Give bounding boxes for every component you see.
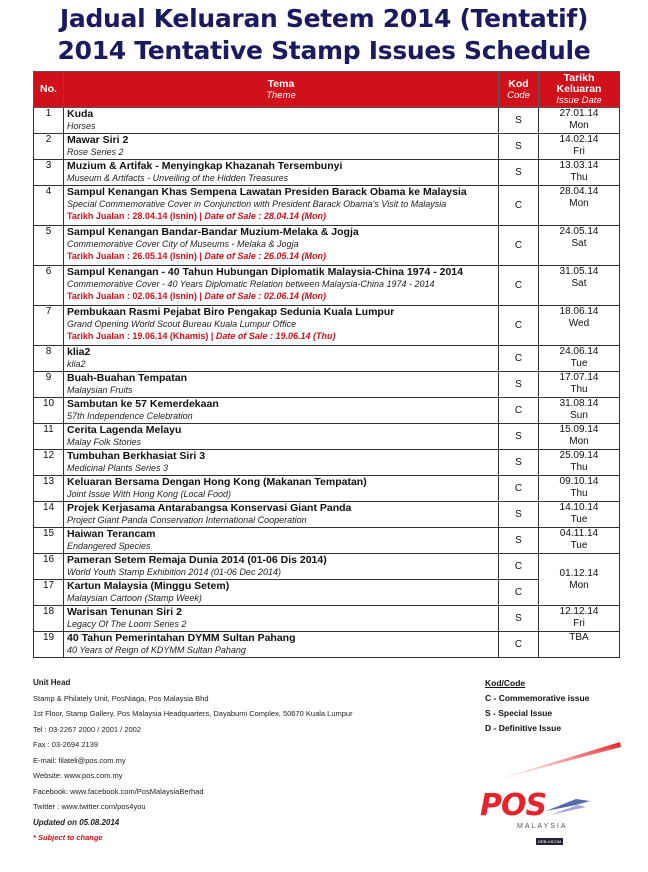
theme-malay: Sampul Kenangan Bandar-Bandar Muzium-Melaka & Jogja — [67, 226, 359, 238]
issue-date-cell — [539, 226, 620, 266]
issue-date: 14.02.14 — [559, 134, 599, 145]
table-row — [34, 266, 620, 306]
issue-code: S — [499, 450, 539, 476]
issue-code: S — [499, 528, 539, 554]
sale-date-note: Tarikh Jualan : 02.06.14 (Isnin) | Date of Sale : 02.06.14 (Mon) — [67, 291, 326, 301]
theme-cell — [64, 450, 499, 476]
issue-date-cell — [539, 372, 620, 398]
table-header-row — [34, 72, 620, 108]
issue-date-cell — [539, 528, 620, 554]
theme-english: Commemorative Cover - 40 Years Diplomatic Relation between Malaysia-China 1974 - 2014 — [67, 279, 435, 289]
address: 1st Floor, Stamp Gallery, Pos Malaysia Headquarters, Dayabumi Complex, 50670 Kuala Lumpur — [33, 709, 353, 718]
unit-name: Stamp & Philately Unit, PosNiaga, Pos Malaysia Bhd — [33, 693, 209, 703]
theme-malay: Warisan Tenunan Siri 2 — [67, 606, 182, 618]
row-number: 5 — [34, 226, 64, 266]
theme-cell — [64, 476, 499, 502]
issue-code: S — [499, 108, 539, 134]
theme-malay: Cerita Lagenda Melayu — [67, 424, 182, 436]
row-number: 6 — [34, 266, 64, 306]
theme-malay: 40 Tahun Pemerintahan DYMM Sultan Pahang — [67, 632, 296, 644]
issue-day: Sat — [571, 238, 587, 249]
issue-date-cell — [539, 306, 620, 346]
issue-date: 31.05.14 — [559, 266, 599, 277]
issue-code: S — [499, 606, 539, 632]
theme-malay: Mawar Siri 2 — [67, 134, 129, 146]
table-row — [34, 450, 620, 476]
issue-code: S — [499, 372, 539, 398]
contact-info — [33, 675, 353, 846]
issue-date: 15.09.14 — [559, 424, 599, 435]
row-number: 14 — [34, 502, 64, 528]
issue-date: 25.09.14 — [559, 450, 599, 461]
col-tarikh: Tarikh Keluaran Issue Date — [539, 72, 620, 108]
row-number: 8 — [34, 346, 64, 372]
theme-malay: Pameran Setem Remaja Dunia 2014 (01-06 Dis 2014) — [67, 554, 327, 566]
malaysia-label: MALAYSIA — [517, 823, 568, 830]
theme-english: 57th Independence Celebration — [67, 411, 193, 421]
issue-day: Mon — [569, 120, 589, 131]
theme-cell — [64, 606, 499, 632]
table-row — [34, 372, 620, 398]
issue-date-cell — [539, 476, 620, 502]
theme-english: Joint Issue With Hong Kong (Local Food) — [67, 489, 232, 499]
theme-cell — [64, 266, 499, 306]
theme-malay: Haiwan Terancam — [67, 528, 156, 540]
issue-code: C — [499, 226, 539, 266]
theme-cell — [64, 554, 499, 580]
issue-date: 12.12.14 — [559, 606, 599, 617]
issue-date: 13.03.14 — [559, 160, 599, 171]
row-number: 16 — [34, 554, 64, 580]
pos-malaysia-logo — [480, 788, 600, 844]
issue-date: 14.10.14 — [559, 502, 599, 513]
table-row — [34, 134, 620, 160]
issue-day: Mon — [569, 198, 589, 209]
row-number: 12 — [34, 450, 64, 476]
schedule-table — [33, 71, 620, 658]
theme-malay: Tumbuhan Berkhasiat Siri 3 — [67, 450, 206, 462]
theme-malay: Sambutan ke 57 Kemerdekaan — [67, 398, 219, 410]
issue-code: C — [499, 476, 539, 502]
fax: Fax : 03-2694 2139 — [33, 740, 99, 749]
table-row — [34, 580, 620, 606]
table-row — [34, 160, 620, 186]
legend-item-special: S - Special Issue — [485, 708, 553, 718]
row-number: 11 — [34, 424, 64, 450]
issue-day: Tue — [570, 514, 588, 525]
twitter-link[interactable]: Twitter : www.twitter.com/pos4you — [33, 802, 146, 811]
issue-code: C — [499, 580, 539, 606]
issue-date-cell — [539, 632, 620, 658]
row-number: 3 — [34, 160, 64, 186]
issue-date: 31.08.14 — [559, 398, 599, 409]
table-row — [34, 108, 620, 134]
email-link[interactable]: E-mail: filateli@pos.com.my — [33, 755, 126, 765]
theme-cell — [64, 424, 499, 450]
table-row — [34, 606, 620, 632]
theme-malay: Buah-Buahan Tempatan — [67, 372, 187, 384]
theme-cell — [64, 528, 499, 554]
issue-day: Wed — [568, 318, 590, 329]
issue-date: 24.06.14 — [559, 346, 599, 357]
theme-english: Malaysian Cartoon (Stamp Week) — [67, 593, 202, 603]
flying-envelope-icon — [546, 791, 592, 817]
issue-day: Tue — [570, 358, 588, 369]
facebook-link[interactable]: Facebook: www.facebook.com/PosMalaysiaBerhad — [33, 786, 204, 796]
row-number: 15 — [34, 528, 64, 554]
issue-day: Mon — [569, 436, 589, 447]
theme-english: Horses — [67, 121, 96, 131]
row-number: 19 — [34, 632, 64, 658]
col-no: No. — [34, 72, 64, 108]
table-row — [34, 306, 620, 346]
row-number: 1 — [34, 108, 64, 134]
theme-cell — [64, 632, 499, 658]
theme-english: Special Commemorative Cover in Conjunction with President Barack Obama's Visit to Malaysia — [67, 199, 447, 209]
issue-date-cell — [539, 424, 620, 450]
issue-date: 18.06.14 — [559, 306, 599, 317]
issue-day: Sat — [571, 278, 587, 289]
issue-code: S — [499, 160, 539, 186]
theme-english: Endangered Species — [67, 541, 151, 551]
issue-date-cell — [539, 606, 620, 632]
theme-english: Commemorative Cover City of Museums - Melaka & Jogja — [67, 239, 299, 249]
issue-day: Mon — [569, 579, 589, 591]
issue-date-cell — [539, 108, 620, 134]
theme-cell — [64, 306, 499, 346]
table-row — [34, 502, 620, 528]
table-row — [34, 346, 620, 372]
red-swoosh-decoration — [490, 740, 625, 785]
issue-date-cell — [539, 266, 620, 306]
table-row — [34, 186, 620, 226]
theme-malay: Pembukaan Rasmi Pejabat Biro Pengakap Sedunia Kuala Lumpur — [67, 306, 395, 318]
issue-date: 04.11.14 — [559, 528, 599, 539]
theme-english: Legacy Of The Loom Series 2 — [67, 619, 187, 629]
theme-english: Medicinal Plants Series 3 — [67, 463, 169, 473]
theme-cell — [64, 502, 499, 528]
theme-cell — [64, 186, 499, 226]
table-row — [34, 528, 620, 554]
issue-day: Thu — [570, 488, 588, 499]
legend-title: Kod/Code — [485, 678, 526, 688]
theme-malay: Sampul Kenangan - 40 Tahun Hubungan Diplomatik Malaysia-China 1974 - 2014 — [67, 266, 463, 278]
issue-code: S — [499, 502, 539, 528]
row-number: 7 — [34, 306, 64, 346]
theme-malay: klia2 — [67, 346, 91, 358]
col-tema: Tema Theme — [64, 72, 499, 108]
theme-english: Project Giant Panda Conservation International Cooperation — [67, 515, 307, 525]
theme-malay: Muzium & Artifak - Menyingkap Khazanah Tersembunyi — [67, 160, 343, 172]
subject-to-change-note: * Subject to change — [33, 833, 103, 842]
issue-date-cell — [539, 160, 620, 186]
issue-code: C — [499, 266, 539, 306]
table-row — [34, 554, 620, 580]
theme-cell — [64, 346, 499, 372]
issue-day: Fri — [573, 618, 585, 629]
issue-date-cell — [539, 502, 620, 528]
theme-malay: Sampul Kenangan Khas Sempena Lawatan Presiden Barack Obama ke Malaysia — [67, 186, 467, 198]
row-number: 18 — [34, 606, 64, 632]
row-number: 13 — [34, 476, 64, 502]
issue-date: 17.07.14 — [559, 372, 599, 383]
theme-english: 40 Years of Reign of KDYMM Sultan Pahang — [67, 645, 246, 655]
issue-code: C — [499, 346, 539, 372]
theme-cell — [64, 226, 499, 266]
drb-hicom-badge: DRB-HICOM — [538, 839, 562, 844]
title-malay: Jadual Keluaran Setem 2014 (Tentatif) — [59, 4, 589, 33]
issue-code: C — [499, 632, 539, 658]
sale-date-note: Tarikh Jualan : 28.04.14 (Isnin) | Date of Sale : 28.04.14 (Mon) — [67, 211, 326, 221]
updated-date: Updated on 05.08.2014 — [33, 817, 120, 827]
theme-cell — [64, 398, 499, 424]
theme-english: Museum & Artifacts - Unveiling of the Hidden Treasures — [67, 173, 289, 183]
row-number: 9 — [34, 372, 64, 398]
theme-cell — [64, 372, 499, 398]
issue-day: Thu — [570, 384, 588, 395]
theme-malay: Kartun Malaysia (Minggu Setem) — [67, 580, 230, 592]
telephone: Tel : 03-2267 2000 / 2001 / 2002 — [33, 724, 142, 734]
theme-english: Malaysian Fruits — [67, 385, 133, 395]
theme-cell — [64, 108, 499, 134]
code-legend — [485, 676, 589, 736]
theme-cell — [64, 580, 499, 606]
pos-wordmark: POS — [480, 788, 547, 823]
theme-cell — [64, 160, 499, 186]
row-number: 10 — [34, 398, 64, 424]
issue-date-cell — [539, 134, 620, 160]
issue-day: Thu — [570, 462, 588, 473]
issue-day: Thu — [570, 172, 588, 183]
theme-english: klia2 — [67, 359, 86, 369]
theme-cell — [64, 134, 499, 160]
issue-code: C — [499, 186, 539, 226]
issue-day: Fri — [573, 146, 585, 157]
theme-malay: Projek Kerjasama Antarabangsa Konservasi Giant Panda — [67, 502, 352, 514]
legend-item-definitive: D - Definitive Issue — [485, 723, 562, 733]
issue-day: Sun — [570, 410, 588, 421]
issue-date: 24.05.14 — [559, 226, 599, 237]
issue-code: C — [499, 306, 539, 346]
issue-code: S — [499, 424, 539, 450]
title-english: 2014 Tentative Stamp Issues Schedule — [57, 36, 591, 65]
issue-date-cell — [539, 346, 620, 372]
issue-date: TBA — [569, 632, 589, 643]
theme-malay: Kuda — [67, 108, 94, 120]
issue-code: C — [499, 398, 539, 424]
issue-day: Tue — [570, 540, 588, 551]
issue-date-cell — [539, 554, 620, 606]
sale-date-note: Tarikh Jualan : 19.06.14 (Khamis) | Date of Sale : 19.06.14 (Thu) — [67, 331, 336, 341]
theme-english: Rose Series 2 — [67, 147, 124, 157]
issue-date: 27.01.14 — [559, 108, 599, 119]
issue-date-cell — [539, 186, 620, 226]
issue-date-cell — [539, 450, 620, 476]
row-number: 17 — [34, 580, 64, 606]
website-link[interactable]: Website: www.pos.com.my — [33, 771, 123, 780]
table-row — [34, 398, 620, 424]
sale-date-note: Tarikh Jualan : 26.05.14 (Isnin) | Date of Sale : 26.05.14 (Mon) — [67, 251, 326, 261]
table-row — [34, 476, 620, 502]
row-number: 4 — [34, 186, 64, 226]
issue-date-cell — [539, 398, 620, 424]
issue-code: S — [499, 134, 539, 160]
table-row — [34, 226, 620, 266]
unit-head-label: Unit Head — [33, 678, 71, 687]
legend-item-commemorative: C - Commemorative issue — [485, 693, 590, 703]
issue-date: 01.12.14 — [559, 567, 599, 579]
issue-date: 09.10.14 — [559, 476, 599, 487]
col-kod: Kod Code — [499, 72, 539, 108]
theme-malay: Keluaran Bersama Dengan Hong Kong (Makanan Tempatan) — [67, 476, 367, 488]
theme-english: Malay Folk Stories — [67, 437, 142, 447]
table-row — [34, 632, 620, 658]
issue-code: C — [499, 554, 539, 580]
issue-date: 28.04.14 — [559, 186, 599, 197]
row-number: 2 — [34, 134, 64, 160]
theme-english: Grand Opening World Scout Bureau Kuala Lumpur Office — [67, 319, 297, 329]
table-row — [34, 424, 620, 450]
theme-english: World Youth Stamp Exhibition 2014 (01-06 Dec 2014) — [67, 567, 281, 577]
